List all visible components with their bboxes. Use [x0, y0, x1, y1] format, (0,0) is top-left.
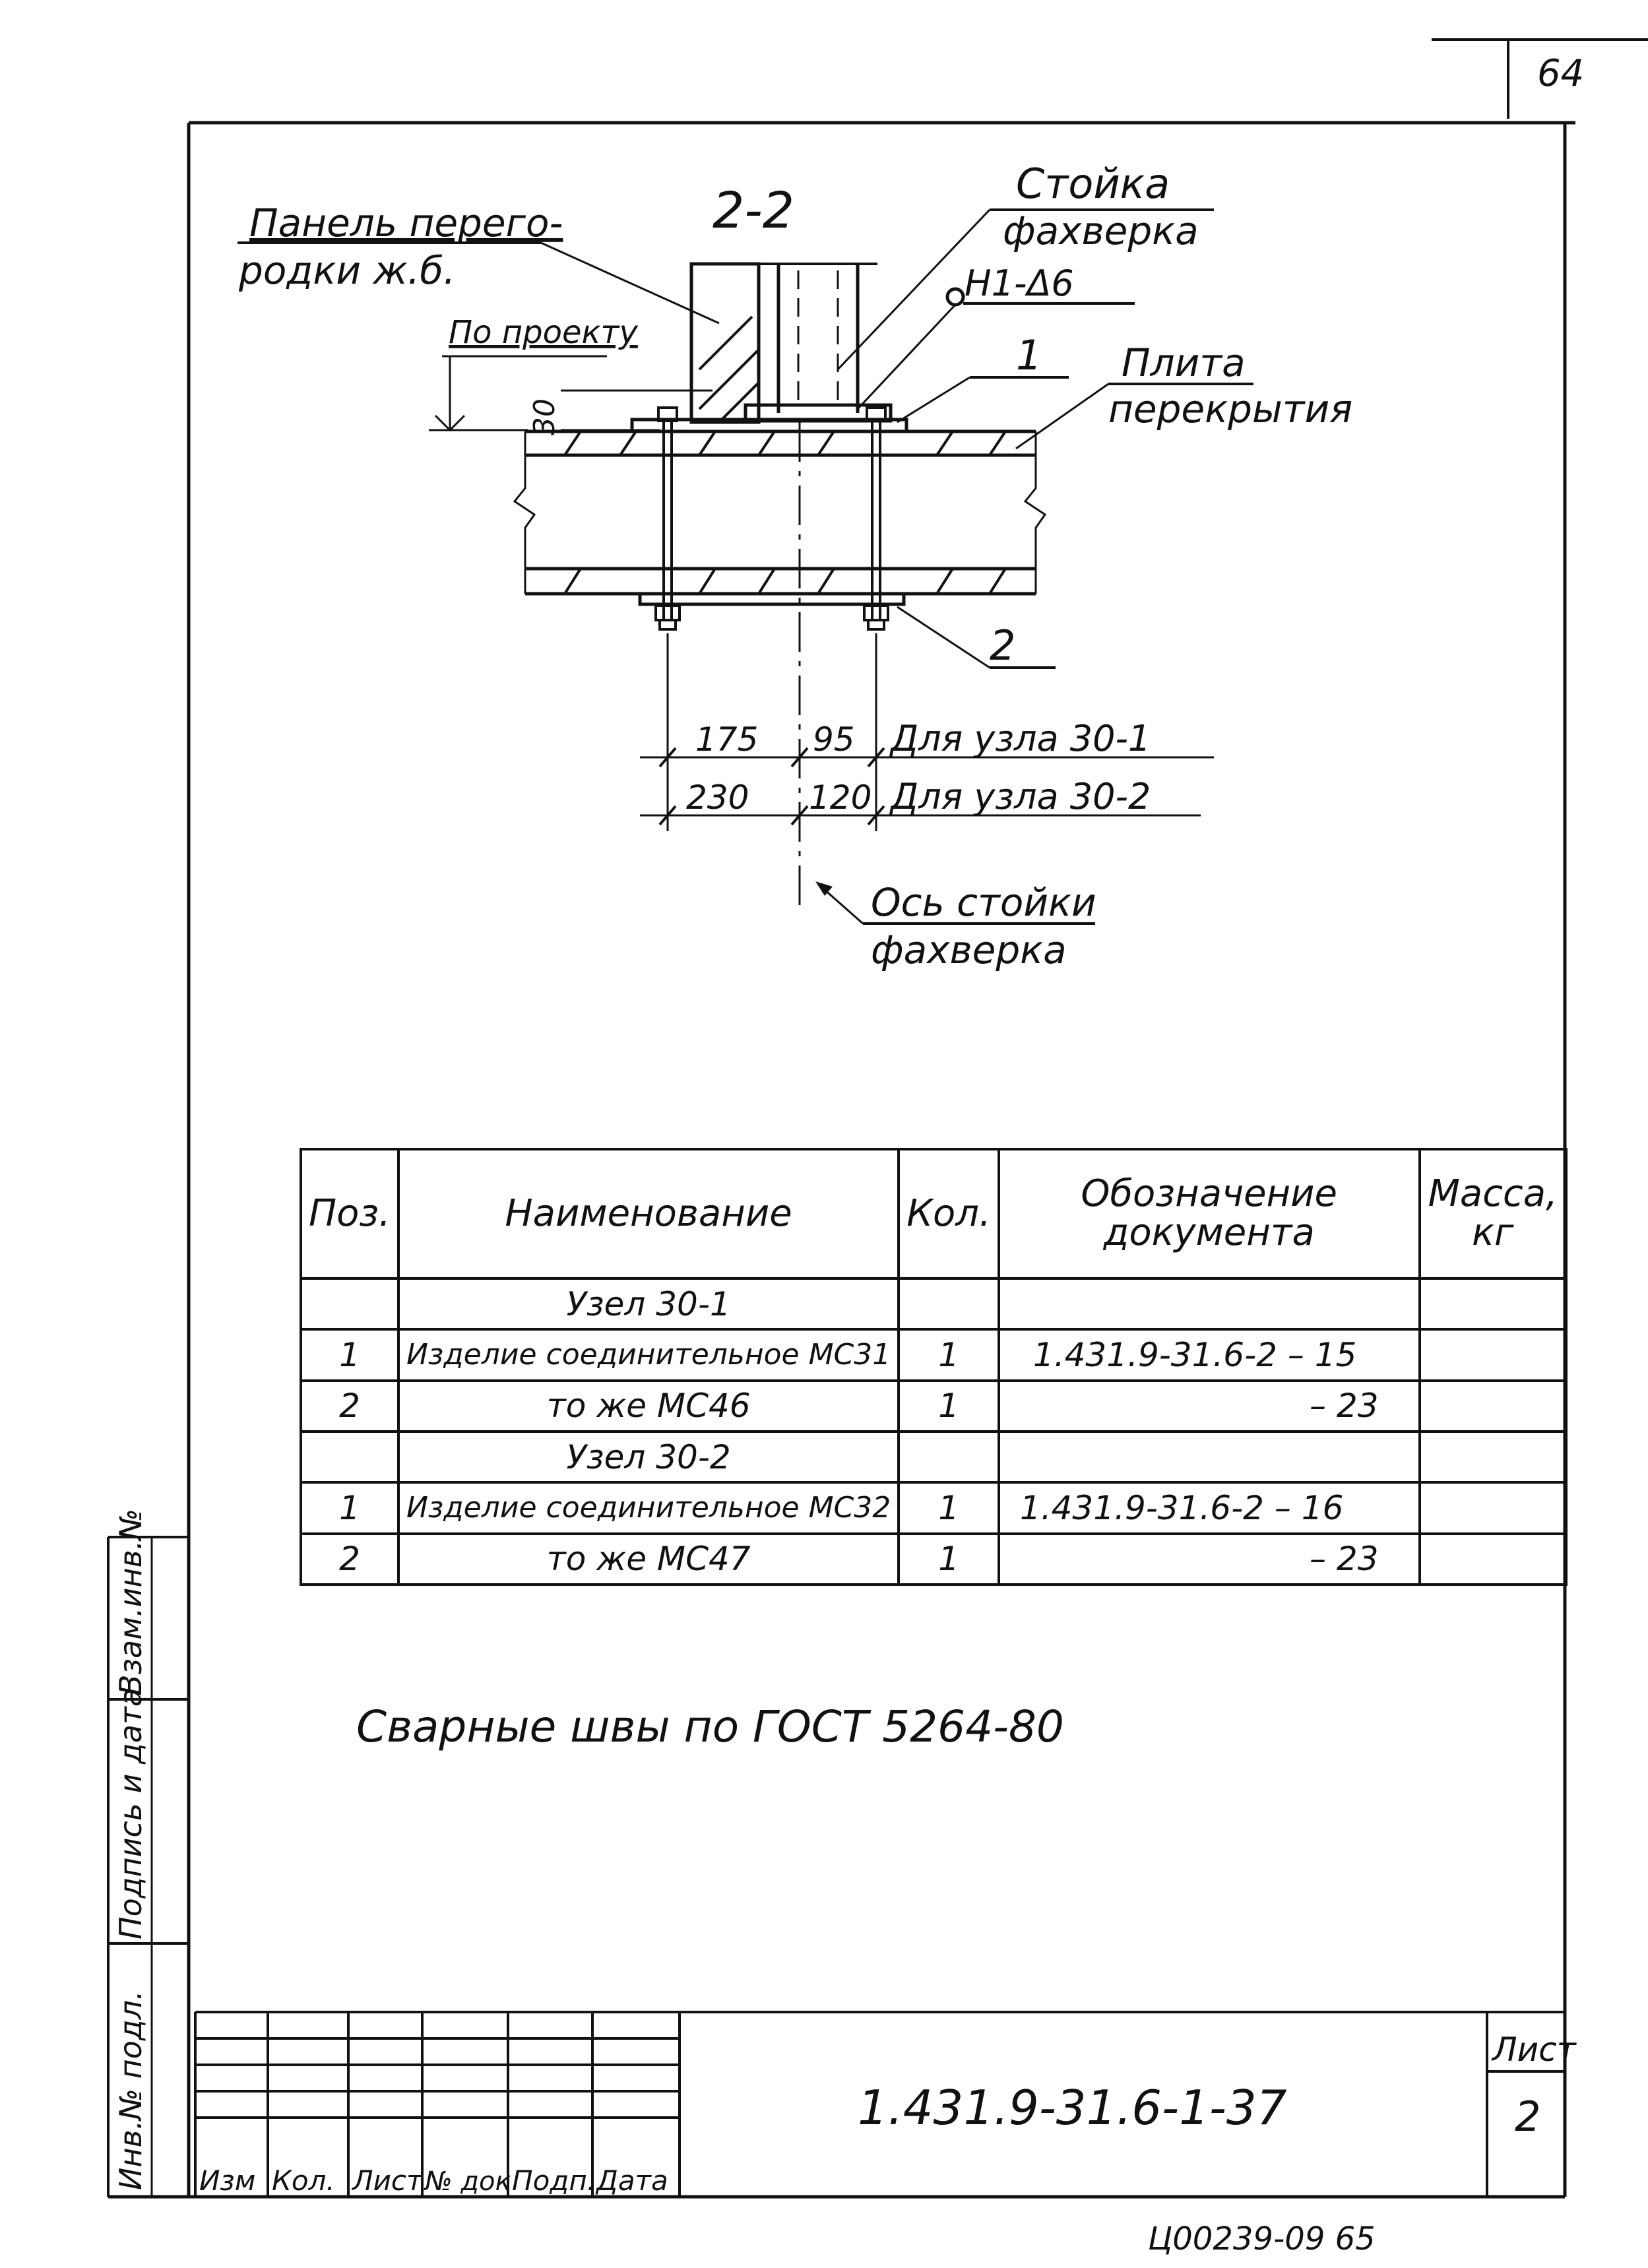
header-doc-line2: документа [1103, 1211, 1315, 1254]
tb-sheet-number: 2 [1515, 2093, 1541, 2141]
stoyka-label-1: Стойка [1016, 160, 1170, 208]
row-doc: 1.431.9-31.6-2 – 15 [999, 1329, 1420, 1380]
row-qty: 1 [899, 1534, 999, 1585]
row-pos [301, 1432, 398, 1482]
stoyka-label-2: фахверка [1003, 208, 1199, 253]
row-qty: 1 [899, 1482, 999, 1533]
page-number: 64 [1537, 52, 1585, 95]
row-mass [1420, 1432, 1566, 1482]
row-name: Узел 30-2 [398, 1432, 899, 1482]
stamp-inv: Инв.№ подл. [113, 1990, 148, 2190]
row-pos: 1 [301, 1482, 398, 1533]
tb-col-izm: Изм [199, 2164, 256, 2197]
row-mass [1420, 1482, 1566, 1533]
row-qty: 1 [899, 1381, 999, 1432]
pos-2-label: 2 [990, 621, 1016, 670]
table-row [301, 1278, 1566, 1329]
stamp-vzam: Взам.инв.№ [113, 1508, 148, 1695]
dim-30-label: 30 [528, 398, 561, 435]
tb-col-podp: Подп. [512, 2164, 596, 2197]
row-pos [301, 1278, 398, 1329]
table-row [301, 1482, 1566, 1533]
panel-label-1: Панель перего- [249, 201, 563, 245]
header-mass-line2: кг [1472, 1211, 1514, 1254]
footer-code: Ц00239-09 65 [1148, 2221, 1376, 2257]
weld-label: Н1-Δ6 [965, 263, 1074, 304]
row-doc [999, 1432, 1420, 1482]
row-name: Изделие соединительное МС32 [398, 1482, 899, 1533]
dim-row1-text: Для узла 30-1 [891, 718, 1151, 759]
header-mass [1420, 1149, 1566, 1278]
axis-label-2: фахверка [871, 928, 1067, 972]
tb-designation: 1.431.9-31.6-1-37 [858, 2080, 1287, 2135]
table-row [301, 1381, 1566, 1432]
weld-note: Сварные швы по ГОСТ 5264-80 [356, 1701, 1064, 1752]
row-mass [1420, 1381, 1566, 1432]
panel-label-2: родки ж.б. [239, 248, 456, 293]
row-pos: 1 [301, 1329, 398, 1380]
dim-row2-d1: 230 [686, 778, 749, 817]
table-row [301, 1432, 1566, 1482]
stamp-podpis: Подпись и дата [113, 1687, 148, 1939]
row-qty [899, 1278, 999, 1329]
dim-row2-text: Для узла 30-2 [891, 776, 1151, 817]
row-mass [1420, 1534, 1566, 1585]
header-doc-line1: Обозначение [1081, 1172, 1338, 1216]
pos-1-label: 1 [1016, 331, 1042, 379]
dim-row2-d2: 120 [809, 778, 872, 817]
tb-col-kol: Кол. [272, 2164, 335, 2197]
tb-col-data: Дата [596, 2164, 668, 2197]
tb-col-ndok: № док [425, 2166, 511, 2197]
header-pos: Поз. [301, 1149, 398, 1278]
row-name: Узел 30-1 [398, 1278, 899, 1329]
header-doc [999, 1149, 1420, 1278]
header-mass-line1: Масса, [1428, 1172, 1558, 1216]
row-qty: 1 [899, 1329, 999, 1380]
row-name: то же МС47 [398, 1534, 899, 1585]
row-pos: 2 [301, 1534, 398, 1585]
dim-row1-d1: 175 [695, 720, 759, 759]
row-doc [999, 1278, 1420, 1329]
tb-sheet-label: Лист [1492, 2031, 1576, 2069]
plita-label-2: перекрытия [1108, 387, 1353, 431]
specification-table [300, 1148, 1568, 1586]
table-row [301, 1534, 1566, 1585]
row-mass [1420, 1329, 1566, 1380]
spec-header-row [301, 1149, 1566, 1278]
table-row [301, 1329, 1566, 1380]
row-pos: 2 [301, 1381, 398, 1432]
row-name: то же МС46 [398, 1381, 899, 1432]
section-label: 2-2 [713, 181, 795, 239]
row-doc: – 23 [999, 1534, 1420, 1585]
po-proektu-label: По проекту [449, 314, 638, 351]
tb-col-list: Лист [352, 2164, 423, 2197]
row-doc: 1.431.9-31.6-2 – 16 [999, 1482, 1420, 1533]
row-mass [1420, 1278, 1566, 1329]
plita-label-1: Плита [1122, 340, 1246, 385]
dim-row1-d2: 95 [813, 720, 855, 759]
row-doc: – 23 [999, 1381, 1420, 1432]
axis-label-1: Ось стойки [871, 880, 1096, 925]
header-qty: Кол. [899, 1149, 999, 1278]
row-name: Изделие соединительное МС31 [398, 1329, 899, 1380]
header-name: Наименование [398, 1149, 899, 1278]
row-qty [899, 1432, 999, 1482]
